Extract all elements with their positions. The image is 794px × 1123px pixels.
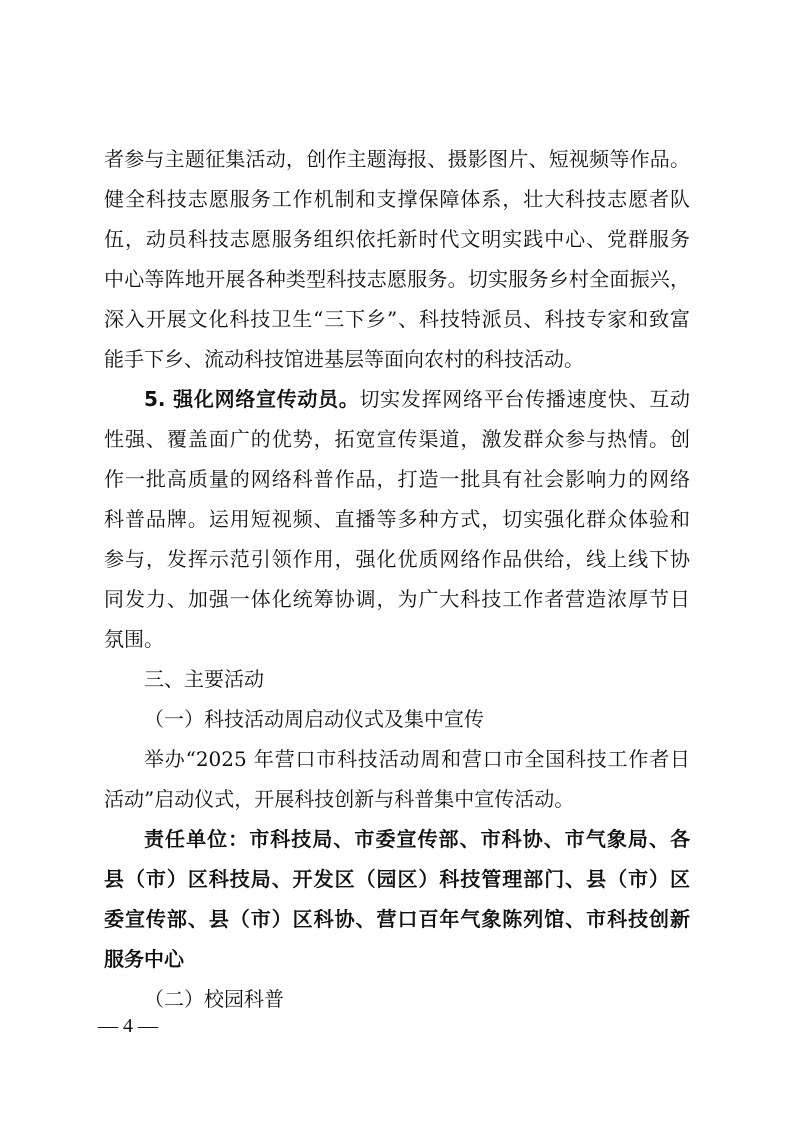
body-line: 活动”启动仪式，开展科技创新与科普集中宣传活动。 (104, 787, 575, 811)
body-line: 参与，发挥示范引领作用，强化优质网络作品供给，线上线下协 (104, 547, 690, 571)
body-line: 科普品牌。运用短视频、直播等多种方式，切实强化群众体验和 (104, 507, 690, 531)
body-line: 能手下乡、流动科技馆进基层等面向农村的科技活动。 (104, 347, 584, 371)
page-number: — 4 — (98, 1015, 158, 1037)
body-line: 健全科技志愿服务工作机制和支撑保障体系，壮大科技志愿者队 (104, 187, 690, 211)
responsibility-line: 县（市）区科技局、开发区（园区）科技管理部门、县（市）区 (104, 867, 690, 891)
responsibility-line: 委宣传部、县（市）区科协、营口百年气象陈列馆、市科技创新 (104, 907, 690, 931)
body-text: 切实发挥网络平台传播速度快、互动 (359, 387, 690, 411)
body-line: 举办“2025 年营口市科技活动周和营口市全国科技工作者日 (144, 747, 690, 771)
body-line: 伍，动员科技志愿服务组织依托新时代文明实践中心、党群服务 (104, 227, 690, 251)
subsection-heading: （二）校园科普 (144, 987, 284, 1011)
body-line: 氛围。 (104, 627, 164, 651)
responsibility-line: 服务中心 (104, 947, 184, 971)
responsibility-line: 责任单位：市科技局、市委宣传部、市科协、市气象局、各 (144, 827, 690, 851)
body-line: 者参与主题征集活动，创作主题海报、摄影图片、短视频等作品。 (104, 147, 690, 171)
body-line: 作一批高质量的网络科普作品，打造一批具有社会影响力的网络 (104, 467, 690, 491)
subsection-heading: （一）科技活动周启动仪式及集中宣传 (144, 707, 484, 731)
body-line: 性强、覆盖面广的优势，拓宽宣传渠道，激发群众参与热情。创 (104, 427, 690, 451)
section-heading: 三、主要活动 (144, 667, 264, 691)
body-line: 深入开展文化科技卫生“三下乡”、科技特派员、科技专家和致富 (104, 307, 690, 331)
body-line: 中心等阵地开展各种类型科技志愿服务。切实服务乡村全面振兴， (104, 267, 690, 291)
paragraph-first-line (144, 382, 690, 416)
body-line: 同发力、加强一体化统筹协调，为广大科技工作者营造浓厚节日 (104, 587, 690, 611)
item-heading: 5. 强化网络宣传动员。 (144, 387, 360, 411)
